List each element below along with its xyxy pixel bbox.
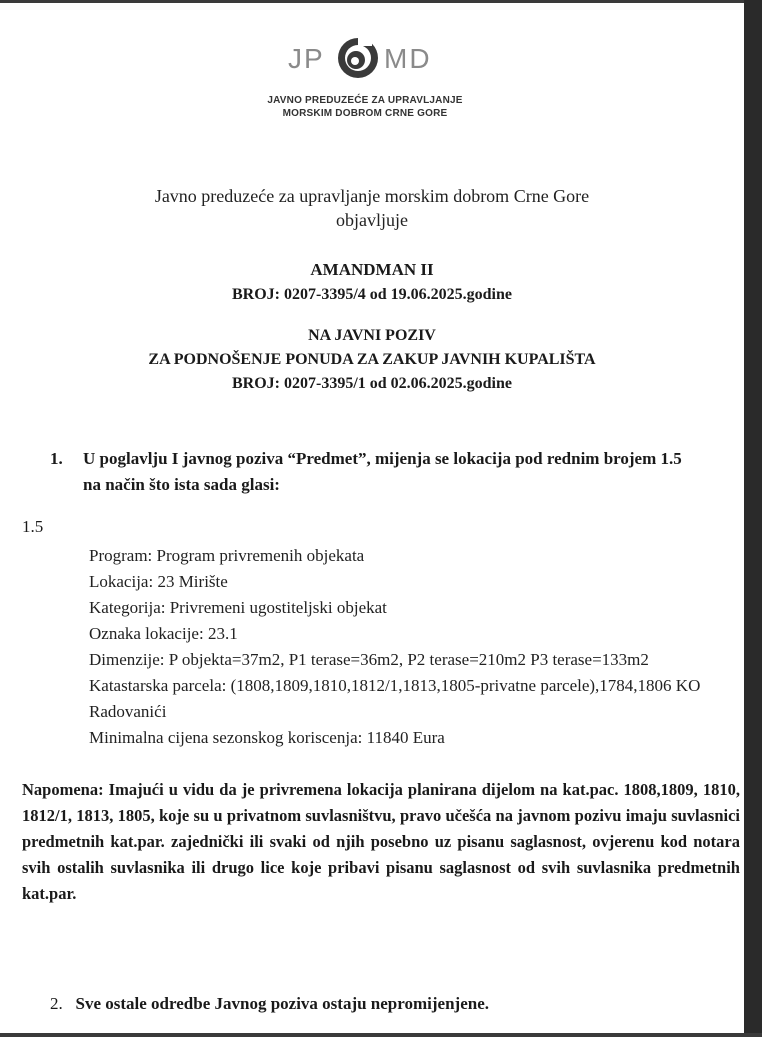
amendment-number: BROJ: 0207-3395/4 od 19.06.2025.godine [231,286,512,303]
location-details [89,543,729,751]
location-code: 1.5 [22,517,44,536]
logo-shell-icon [338,36,378,78]
logo-subtitle-line2: MORSKIM DOBROM CRNE GORE [282,108,448,119]
logo-letters-right: MD [384,43,432,74]
note-paragraph: Napomena: Imajući u vidu da je privremena lokacija planirana dijelom na kat.pac. 1808,1809, 1810, 1812/1, 1813, 1805, koje su u privatnom suvlasništvu, pravo učešća na javnom pozivu imaju suvlasnici predmetnih kat.par. zajednički ili svaki od njih posebno uz pisanu saglasnost, ovjerenu kod notara svih ostalih suvlasnika ili drugo lice koje pribavi pisanu saglasnost od svih suvlasnika predmetnih kat.par. [22,780,740,903]
detail-program: Program: Program privremenih objekata [89,546,365,565]
publisher-line2: objavljuje [336,210,408,230]
jpmd-logo [286,32,446,84]
item1-line1: U poglavlju I javnog poziva “Predmet”, mijenja se lokacija pod rednim brojem 1.5 [83,449,682,468]
publisher-line1: Javno preduzeće za upravljanje morskim dobrom Crne Gore [154,186,590,206]
item1-number: 1. [50,449,63,468]
call-heading-number: BROJ: 0207-3395/1 od 02.06.2025.godine [231,375,512,392]
detail-katastarska-parcela-cont: Radovanići [89,702,167,721]
detail-dimenzije: Dimenzije: P objekta=37m2, P1 terase=36m2, P2 terase=210m2 P3 terase=133m2 [89,650,649,669]
scan-edge-bottom [0,1033,762,1037]
detail-kategorija: Kategorija: Privremeni ugostiteljski objekat [89,598,387,617]
detail-katastarska-parcela: Katastarska parcela: (1808,1809,1810,1812/1,1813,1805-privatne parcele),1784,1806 KO [89,676,701,695]
item2-text: Sve ostale odredbe Javnog poziva ostaju nepromijenjene. [75,994,490,1013]
item2-number: 2. [50,994,63,1013]
amendment-title: AMANDMAN II [310,260,434,279]
logo-letters-left: JP [288,43,325,74]
scan-edge-top [0,0,762,3]
call-heading-line1: NA JAVNI POZIV [308,327,436,344]
scan-edge-right [744,0,762,1037]
detail-minimalna-cijena: Minimalna cijena sezonskog koriscenja: 11840 Eura [89,728,445,747]
item2 [50,992,489,1016]
detail-oznaka-lokacije: Oznaka lokacije: 23.1 [89,624,238,643]
logo-subtitle-line1: JAVNO PREDUZEĆE ZA UPRAVLJANJE [267,95,463,106]
call-heading-line2: ZA PODNOŠENJE PONUDA ZA ZAKUP JAVNIH KUPALIŠTA [148,351,596,368]
detail-lokacija: Lokacija: 23 Mirište [89,572,228,591]
item1-line2: na način što ista sada glasi: [83,475,280,494]
